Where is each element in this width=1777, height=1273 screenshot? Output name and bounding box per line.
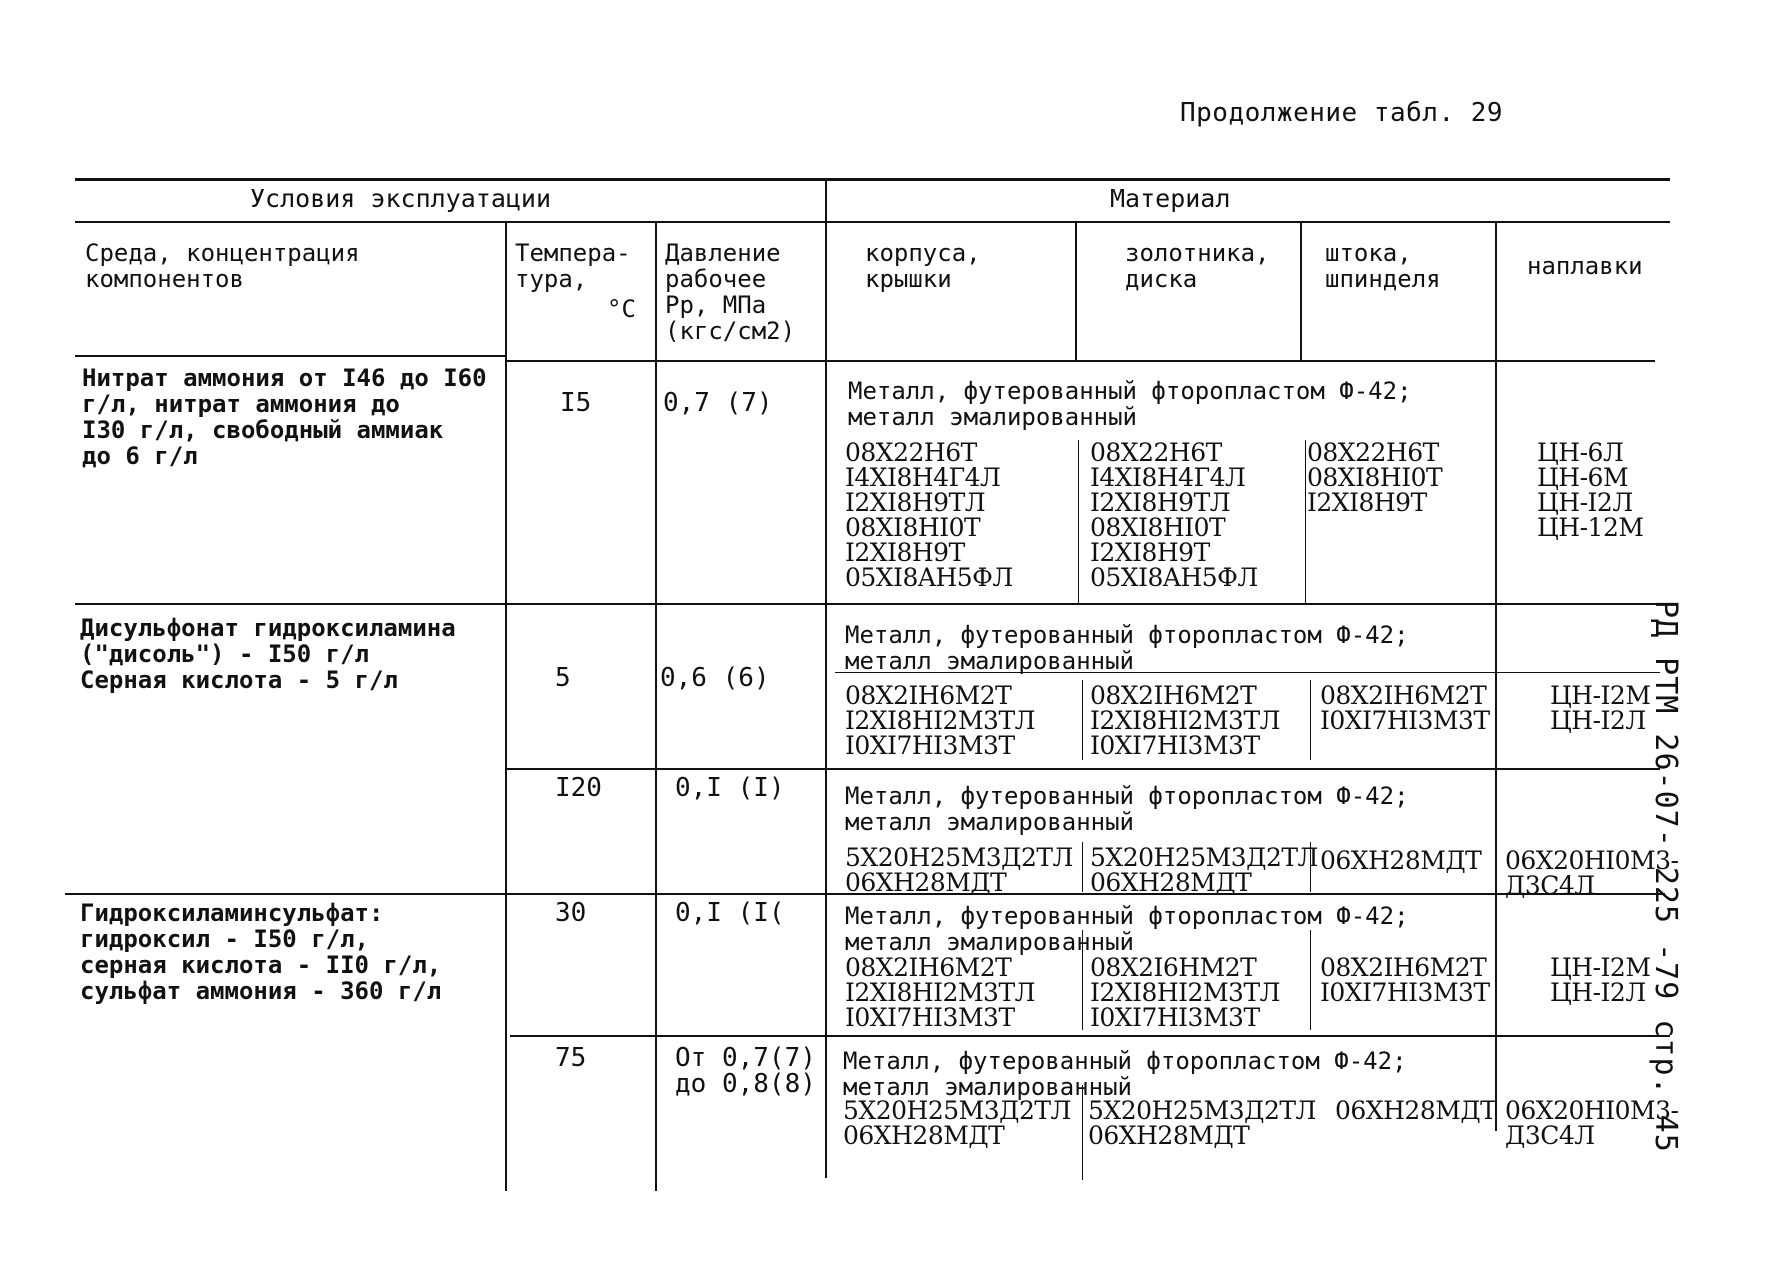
row5-spool: 5X20H25M3Д2TЛ 06XH28MДT: [1088, 1096, 1316, 1150]
row1-stem: 08X22H6T 08XI8HI0T I2XI8H9T: [1307, 438, 1443, 517]
row4-note: Металл, футерованный фторопластом Ф-42; металл эмалированный: [845, 902, 1409, 956]
row5-pressure: От 0,7(7) до 0,8(8): [675, 1043, 816, 1099]
rule-col-temp: [505, 221, 507, 1191]
rule-spool-row1: [1078, 440, 1079, 605]
row5-stem: 06XH28MДT: [1335, 1096, 1497, 1125]
rule-col-material: [825, 178, 827, 1178]
row4-temperature: 30: [555, 898, 587, 928]
header-temperature-unit: °C: [607, 295, 636, 323]
row3-note: Металл, футерованный фторопластом Ф-42; металл эмалированный: [845, 782, 1409, 836]
header-body: корпуса, крышки: [865, 239, 981, 293]
rule-row1-bottom: [75, 603, 1660, 605]
row3-pressure: 0,I (I): [675, 773, 785, 803]
rule-stem-row2: [1310, 680, 1311, 760]
row4-body: 08X2IH6M2T I2XI8HI2M3TЛ I0XI7HI3M3T: [845, 953, 1035, 1032]
row2-temperature: 5: [555, 663, 571, 693]
row1-medium: Нитрат аммония от I46 до I60 г/л, нитрат аммония до I30 г/л, свободный аммиак до 6 г/л: [82, 364, 487, 470]
row4-stem: 08X2IH6M2T I0XI7HI3M3T: [1320, 953, 1490, 1007]
row2-stem: 08X2IH6M2T I0XI7HI3M3T: [1320, 681, 1490, 735]
rule-col-spool: [1075, 221, 1077, 361]
header-stem: штока, шпинделя: [1325, 239, 1441, 293]
row1-spool: 08X22H6T I4XI8H4Г4Л I2XI8H9TЛ 08XI8HI0T I2XI8H9T 05XI8AH5ФЛ: [1090, 438, 1258, 592]
rule-header-bottom-left: [75, 355, 505, 357]
side-document-label: РД РТМ 26-07- 225 -79 стр. 45: [1648, 600, 1683, 1153]
row5-body: 5X20H25M3Д2TЛ 06XH28MДT: [843, 1096, 1071, 1150]
row2-overlay: ЦН-I2М ЦН-I2Л: [1550, 681, 1651, 735]
header-material: Материал: [1110, 184, 1231, 213]
row5-temperature: 75: [555, 1043, 587, 1073]
row3-spool: 5X20H25M3Д2TЛ 06XH28MДT: [1090, 843, 1318, 897]
row2-spool: 08X2IH6M2T I2XI8HI2M3TЛ I0XI7HI3M3T: [1090, 681, 1280, 760]
row4-spool: 08X2I6HM2T I2XI8HI2M3TЛ I0XI7HI3M3T: [1090, 953, 1280, 1032]
rule-group-bottom: [75, 221, 1670, 223]
row4-medium: Гидроксиламинсульфат: гидроксил - I50 г/л, серная кислота - II0 г/л, сульфат аммония - 360 г/л: [80, 899, 442, 1005]
rule-spool-row2: [1082, 680, 1083, 760]
row4-pressure: 0,I (I(: [675, 898, 785, 928]
row2-medium: Дисульфонат гидроксиламина ("дисоль") - I50 г/л Серная кислота - 5 г/л: [80, 614, 456, 694]
rule-spool-row3: [1082, 842, 1083, 892]
row1-overlay: ЦН-6Л ЦН-6М ЦН-I2Л ЦН-12М: [1537, 438, 1644, 542]
row3-temperature: I20: [555, 773, 602, 803]
row3-stem: 06XH28MДT: [1320, 846, 1482, 875]
table-caption: Продолжение табл. 29: [1180, 98, 1504, 128]
row1-temperature: I5: [560, 388, 592, 418]
row2-pressure: 0,6 (6): [660, 663, 770, 693]
row2-body: 08X2IH6M2T I2XI8HI2M3TЛ I0XI7HI3M3T: [845, 681, 1035, 760]
rule-col-overlay: [1495, 221, 1497, 1131]
row5-note: Металл, футерованный фторопластом Ф-42; металл эмалированный: [843, 1047, 1407, 1101]
header-spool: золотника, диска: [1125, 239, 1270, 293]
rule-col-stem: [1300, 221, 1302, 361]
row1-pressure: 0,7 (7): [663, 388, 773, 418]
rule-top: [75, 178, 1670, 181]
header-overlay: наплавки: [1527, 252, 1643, 280]
row3-overlay: 06X20HI0M3- Д3С4Л: [1505, 846, 1679, 900]
row1-note: Металл, футерованный фторопластом Ф-42; металл эмалированный: [848, 377, 1412, 431]
row2-note: Металл, футерованный фторопластом Ф-42; металл эмалированный: [845, 621, 1409, 675]
header-temperature: Темпера- тура,: [515, 239, 631, 293]
header-medium: Среда, концентрация компонентов: [85, 239, 360, 293]
header-pressure: Давление рабочее Pp, МПа (кгс/см2): [665, 239, 796, 345]
rule-col-pressure: [655, 221, 657, 1191]
row3-body: 5X20H25M3Д2TЛ 06XH28MДT: [845, 843, 1073, 897]
header-conditions: Условия эксплуатации: [250, 184, 552, 213]
rule-row2-bottom: [505, 768, 1660, 770]
row4-overlay: ЦН-I2М ЦН-I2Л: [1550, 953, 1651, 1007]
rule-header-bottom-right: [505, 360, 1655, 362]
row1-body: 08X22H6T I4XI8H4Г4Л I2XI8H9TЛ 08XI8HI0T I2XI8H9T 05XI8AH5ФЛ: [845, 438, 1013, 592]
rule-stem-row1: [1305, 440, 1306, 605]
row5-overlay: 06X20HI0M3- Д3С4Л: [1505, 1096, 1679, 1150]
